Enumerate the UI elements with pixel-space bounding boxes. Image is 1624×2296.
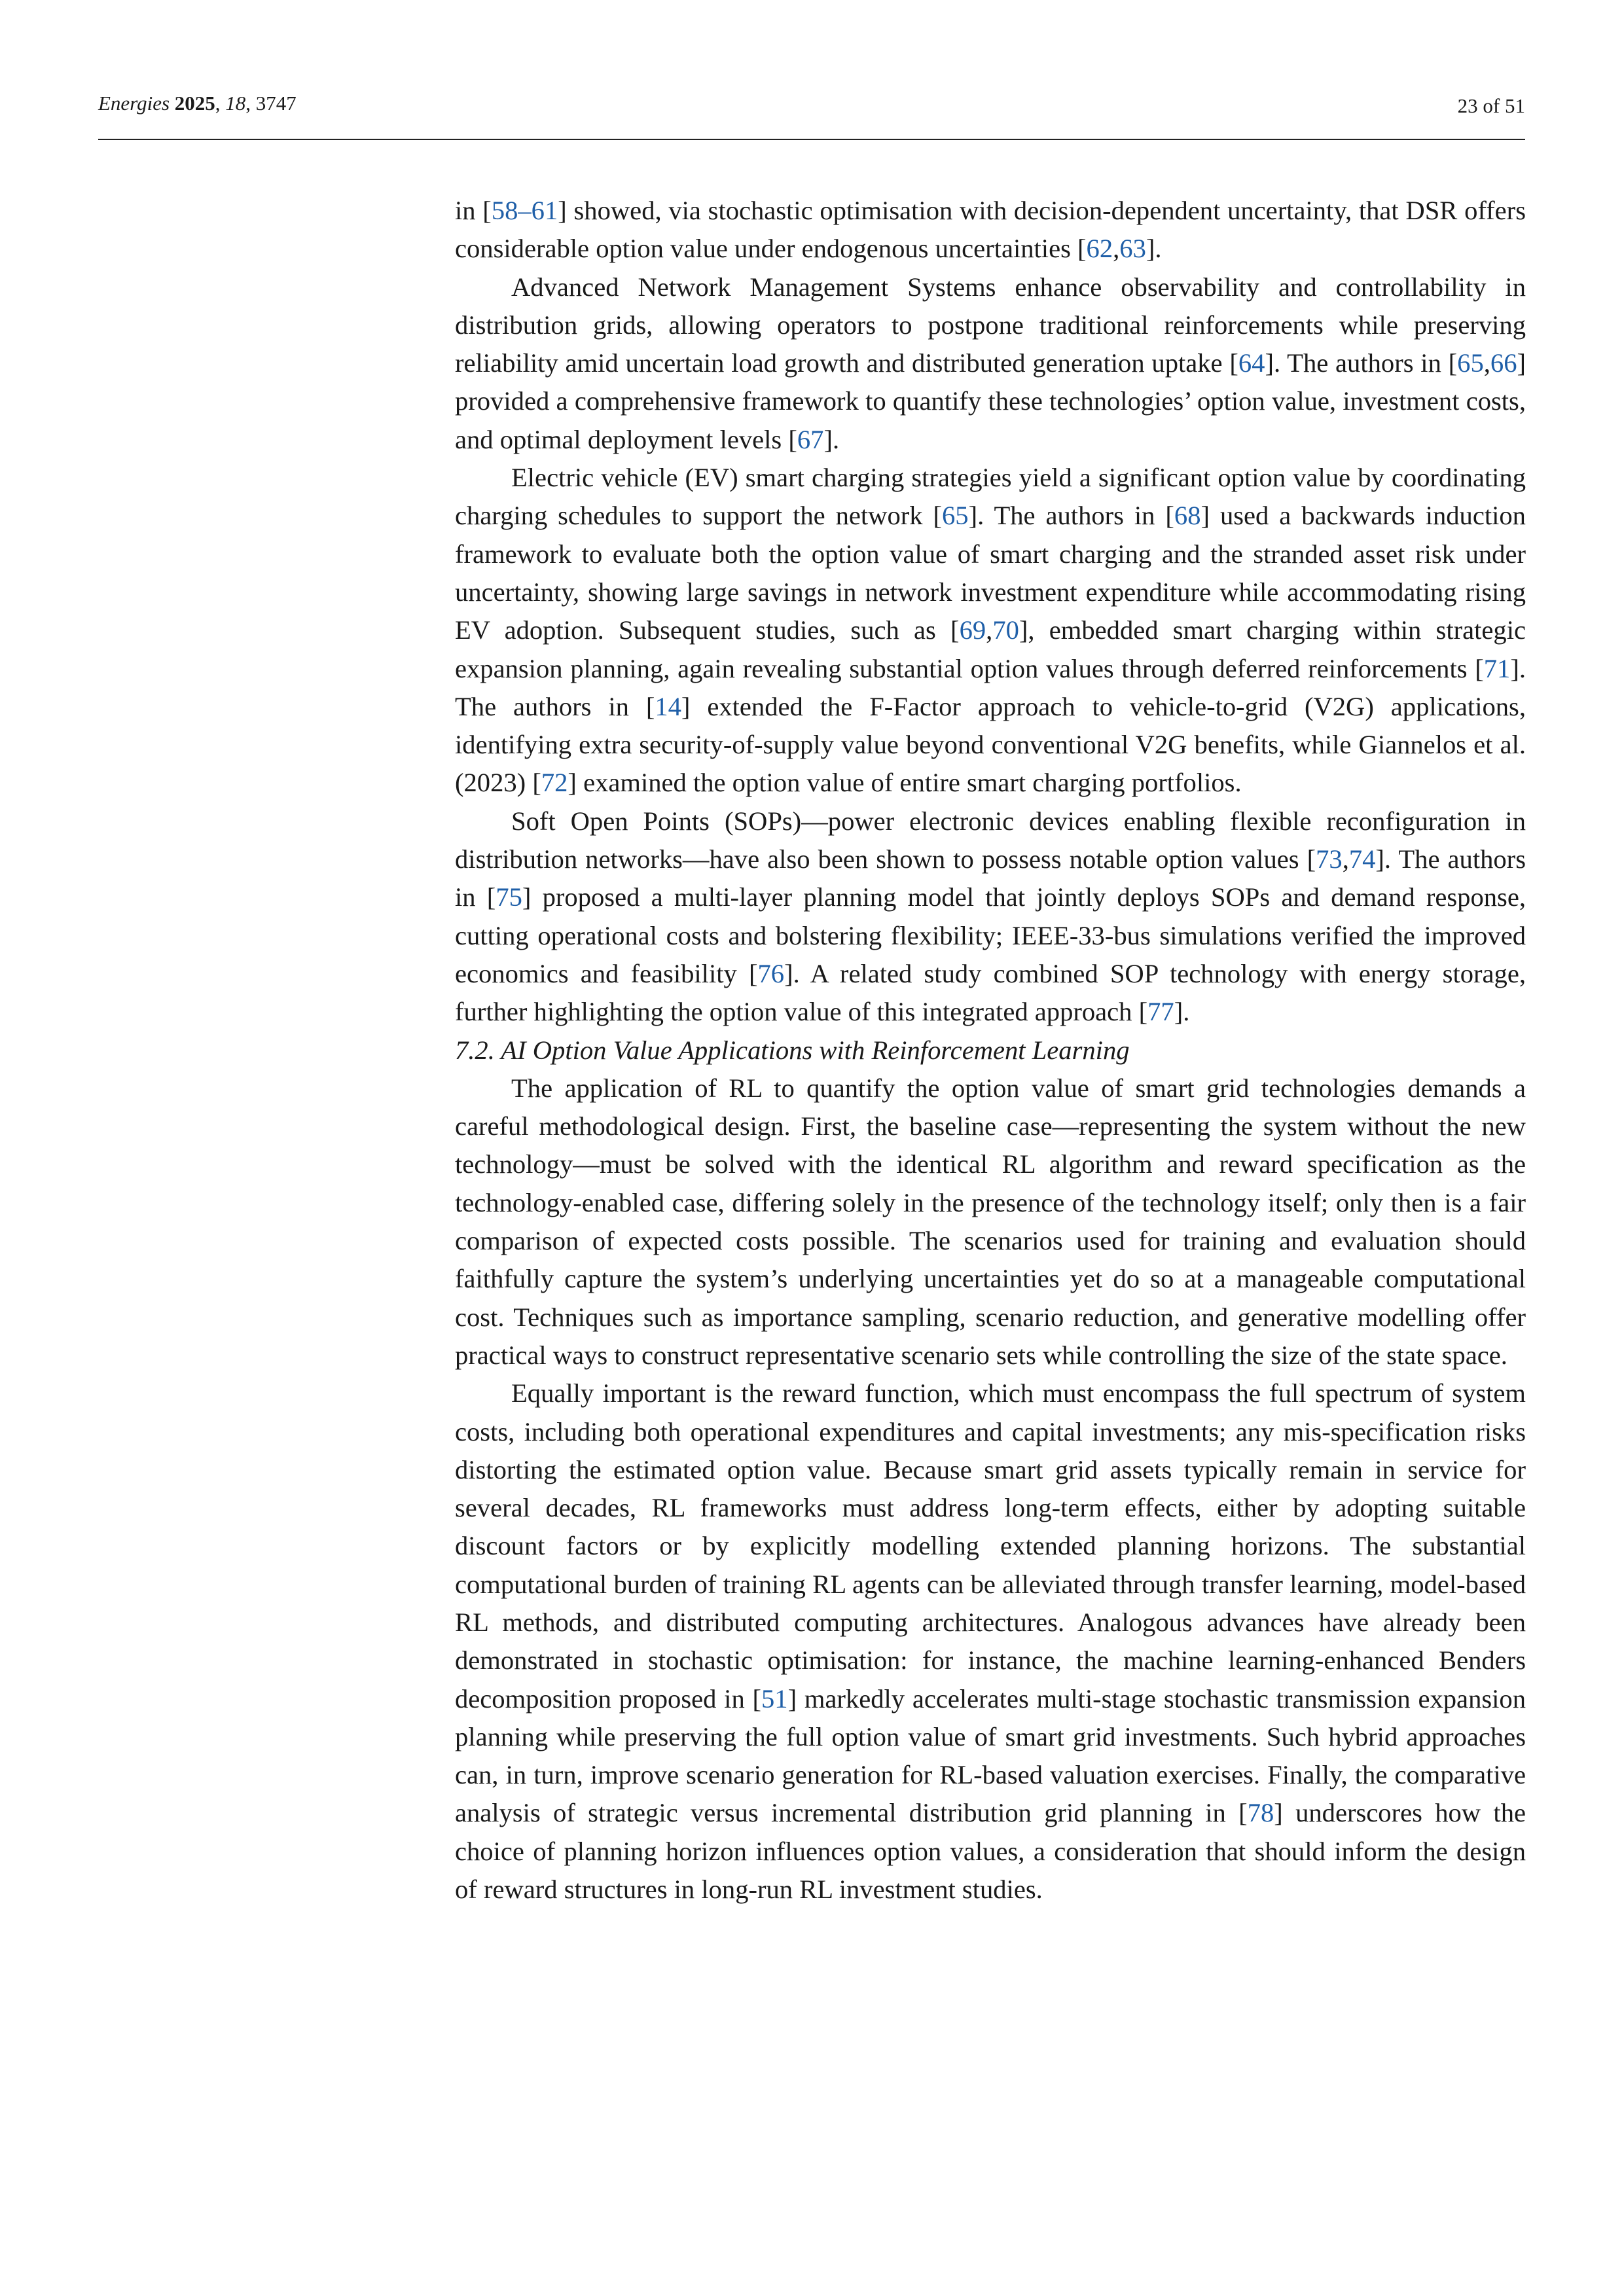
paragraph-text: ] proposed a multi-layer planning model that jointly deploys SOPs and demand response, cutting operational costs and bolstering flexibility; IEEE-33-bus simulations verified the improved economics and feasibility [ — [455, 882, 1526, 988]
body-paragraph — [455, 192, 1526, 268]
paragraph-text: ]. A related study combined SOP technology with energy storage, further highlighting the option value of this integrated approach [ — [455, 958, 1526, 1027]
page-header — [98, 92, 1525, 128]
body-paragraph — [455, 1069, 1526, 1374]
header-divider — [98, 139, 1525, 140]
citation-link[interactable]: 77 — [1147, 997, 1174, 1027]
journal-citation: Energies 2025, 18, 3747 — [98, 92, 297, 115]
citation-link[interactable]: 51 — [761, 1683, 788, 1713]
paragraph-text: Advanced Network Management Systems enhance observability and controllability in distribution grids, allowing operators to postpone traditional reinforcements while preserving reliability amid uncertain load growth and distributed generation uptake [ — [455, 272, 1526, 378]
journal-year: 2025 — [174, 92, 215, 115]
paragraph-text: , — [986, 615, 993, 645]
citation-link[interactable]: 71 — [1483, 653, 1511, 683]
paragraph-text: Soft Open Points (SOPs)—power electronic devices enabling flexible reconfiguration in distribution networks—have also been shown to possess notable option values [ — [455, 806, 1526, 874]
article-body — [455, 192, 1526, 1909]
citation-link[interactable]: 65 — [1457, 348, 1484, 378]
paragraph-text: ]. The authors in [ — [455, 844, 1526, 912]
citation-link[interactable]: 72 — [541, 768, 568, 798]
citation-link[interactable]: 14 — [655, 691, 681, 721]
citation-link[interactable]: 69 — [959, 615, 986, 645]
citation-link[interactable]: 68 — [1174, 501, 1201, 531]
paragraph-text: ]. The authors in [ — [968, 501, 1174, 531]
citation-link[interactable]: 66 — [1490, 348, 1517, 378]
paragraph-text: ] used a backwards induction framework to evaluate both the option value of smart charging and the stranded asset risk under uncertainty, showing large savings in network investment expenditure while accommodating rising EV adoption. Subsequent studies, such as [ — [455, 501, 1526, 645]
paragraph-text: The application of RL to quantify the option value of smart grid technologies demands a careful methodological design. First, the baseline case—representing the system without the new technology—must be solved with the identical RL algorithm and reward specification as the technology-enabled case, differing solely in the presence of the technology itself; only then is a fair comparison of expected costs possible. The scenarios used for training and evaluation should faithfully capture the system’s underlying uncertainties yet do so at a manageable computational cost. Techniques such as importance sampling, scenario reduction, and generative modelling offer practical ways to construct representative scenario sets while controlling the size of the state space. — [455, 1073, 1526, 1370]
page-number: 23 of 51 — [1457, 94, 1525, 117]
citation-link[interactable]: 75 — [496, 882, 522, 912]
paragraph-text: in [ — [455, 196, 492, 225]
citation-link[interactable]: 67 — [797, 424, 824, 454]
journal-name: Energies — [98, 92, 170, 115]
citation-link[interactable]: 70 — [992, 615, 1019, 645]
paragraph-text: ]. — [1146, 234, 1162, 264]
journal-volume: 18 — [225, 92, 246, 115]
paragraph-text: ]. — [1174, 997, 1190, 1027]
paragraph-text: , — [1483, 348, 1490, 378]
citation-link[interactable]: 63 — [1119, 234, 1146, 264]
body-paragraph — [455, 268, 1526, 459]
citation-link[interactable]: 62 — [1086, 234, 1113, 264]
citation-link[interactable]: 58–61 — [491, 196, 558, 225]
paragraph-text: ]. The authors in [ — [1265, 348, 1458, 378]
section-heading: 7.2. AI Option Value Applications with Reinforcement Learning — [455, 1035, 1130, 1065]
paragraph-text: ]. The authors in [ — [455, 653, 1526, 721]
citation-link[interactable]: 76 — [757, 958, 785, 988]
body-paragraph — [455, 1374, 1526, 1909]
paragraph-text: ] underscores how the choice of planning horizon influences option values, a consideration that should inform the design of reward structures in long-run RL investment studies. — [455, 1798, 1526, 1905]
citation-link[interactable]: 78 — [1247, 1798, 1274, 1828]
citation-link[interactable]: 74 — [1348, 844, 1376, 874]
body-paragraph — [455, 802, 1526, 1031]
paragraph-text: ] showed, via stochastic optimisation with decision-dependent uncertainty, that DSR offers considerable option value under endogenous uncertainties [ — [455, 196, 1526, 264]
paragraph-text: ]. — [823, 424, 840, 454]
paragraph-text: ] markedly accelerates multi-stage stochastic transmission expansion planning while preserving the full option value of smart grid investments. Such hybrid approaches can, in turn, improve scenario generation for RL-based valuation exercises. Finally, the comparative analysis of strategic versus incremental distribution grid planning in [ — [455, 1683, 1526, 1828]
article-number: 3747 — [255, 92, 297, 115]
paragraph-text: ] examined the option value of entire smart charging portfolios. — [568, 768, 1242, 798]
body-paragraph — [455, 459, 1526, 802]
citation-link[interactable]: 65 — [942, 501, 969, 531]
citation-link[interactable]: 64 — [1238, 348, 1265, 378]
paragraph-text: Electric vehicle (EV) smart charging strategies yield a significant option value by coordinating charging schedules to support the network [ — [455, 463, 1526, 531]
paragraph-text: ] extended the F-Factor approach to vehicle-to-grid (V2G) applications, identifying extra security-of-supply value beyond conventional V2G benefits, while Giannelos et al. (2023) [ — [455, 691, 1526, 798]
paragraph-text: ] provided a comprehensive framework to quantify these technologies’ option value, investment costs, and optimal deployment levels [ — [455, 348, 1526, 454]
paragraph-text: ], embedded smart charging within strategic expansion planning, again revealing substantial option values through deferred reinforcements [ — [455, 615, 1526, 683]
paragraph-text: , — [1342, 844, 1349, 874]
paragraph-text: Equally important is the reward function, which must encompass the full spectrum of system costs, including both operational expenditures and capital investments; any mis-specification risks distorting the estimated option value. Because smart grid assets typically remain in service for several decades, RL frameworks must address long-term effects, either by adopting suitable discount factors or by explicitly modelling extended planning horizons. The substantial computational burden of training RL agents can be alleviated through transfer learning, model-based RL methods, and distributed computing architectures. Analogous advances have already been demonstrated in stochastic optimisation: for instance, the machine learning-enhanced Benders decomposition proposed in [ — [455, 1378, 1526, 1713]
paragraph-text: , — [1113, 234, 1120, 264]
citation-link[interactable]: 73 — [1316, 844, 1343, 874]
